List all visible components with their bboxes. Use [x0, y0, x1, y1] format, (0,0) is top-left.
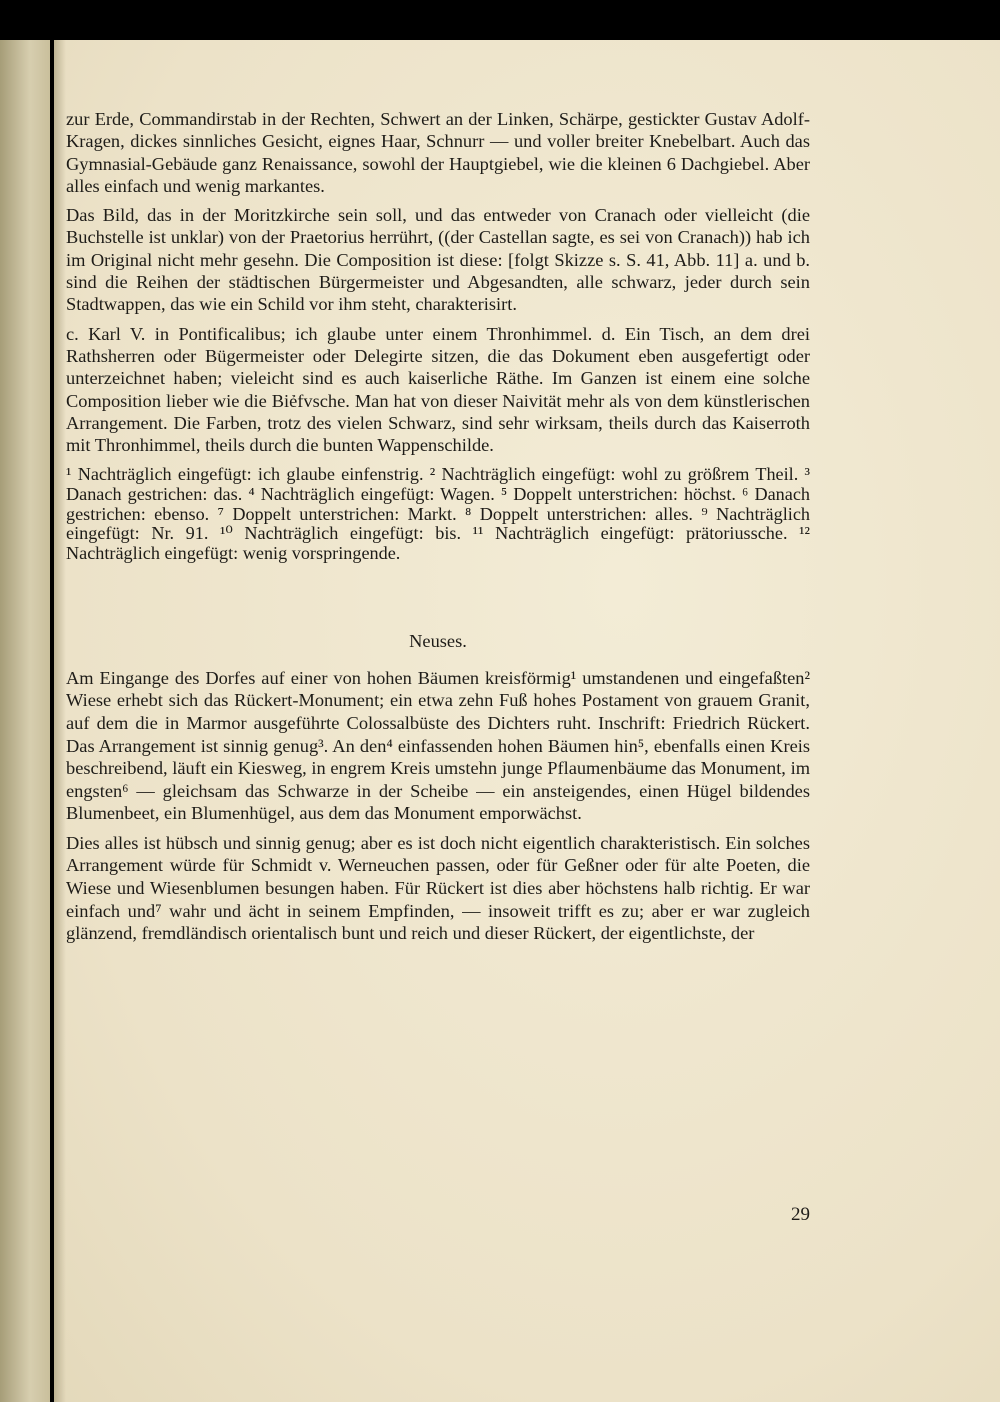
- paragraph: zur Erde, Commandirstab in der Rechten, Schwert an der Linken, Schärpe, gestickter Gustav Adolf-Kragen, dickes sinnliches Gesicht, eignes Haar, Schnurr — und voller breiter Knebelbart. Auch das Gymnasial-Gebäude ganz Renaissance, sowohl der Hauptgiebel, wie die kleinen 6 Dachgiebel. Aber alles einfach und wenig markantes.: [66, 109, 810, 196]
- section-heading: Neuses.: [409, 631, 467, 652]
- paragraph: c. Karl V. in Pontificalibus; ich glaube unter einem Thronhimmel. d. Ein Tisch, an dem drei Rathsherren oder Bügermeister oder Delegirte sitzen, die das Dokument eben ausgefertigt oder unterzeichnet haben; vieleicht sind es auch kaiserliche Räthe. Im Ganzen ist einem eine solche Composition lieber wie die Biẻfvsche. Man hat von dieser Naivität mehr als von dem künstlerischen Arrangement. Die Farben, trotz des vielen Schwarz, sind sehr wirksam, theils durch das Kaiserroth mit Thronhimmel, theils durch die bunten Wappenschilde.: [66, 323, 810, 456]
- page-text-block: [66, 108, 810, 952]
- paragraph: Dies alles ist hübsch und sinnig genug; aber es ist doch nicht eigentlich charakteristisch. Ein solches Arrangement würde für Schmidt v. Werneuchen passen, oder für Geßner oder für alte Poeten, die Wiese und Wiesenblumen besungen haben. Für Rückert ist dies aber höchstens halb richtig. Er war einfach und⁷ wahr und ächt in seinem Empfinden, — insoweit trifft es zu; aber er war zugleich glänzend, fremdländisch orientalisch bunt und reich und dieser Rückert, der eigentlichste, der: [66, 832, 810, 944]
- book-spine-edge: [0, 40, 50, 1402]
- paragraph: Am Eingange des Dorfes auf einer von hohen Bäumen kreisförmig¹ umstandenen und eingefaßten² Wiese erhebt sich das Rückert-Monument; ein etwa zehn Fuß hohes Postament von grauem Granit, auf dem die in Marmor ausgeführte Colossalbüste des Dichters ruht. Inschrift: Friedrich Rückert. Das Arrangement ist sinnig genug³. An den⁴ einfassenden hohen Bäumen hin⁵, ebenfalls einen Kreis beschreibend, läuft ein Kiesweg, in engrem Kreis umstehn junge Pflaumenbäume das Monument, im engsten⁶ — gleichsam das Schwarze in der Scheibe — ein ansteigendes, einen Hügel bildendes Blumenbeet, ein Blumenhügel, aus dem das Monument emporwächst.: [66, 667, 810, 824]
- footnotes: ¹ Nachträglich eingefügt: ich glaube einfenstrig. ² Nachträglich eingefügt: wohl zu größrem Theil. ³ Danach gestrichen: das. ⁴ Nachträglich eingefügt: Wagen. ⁵ Doppelt unterstrichen: höchst. ⁶ Danach gestrichen: ebenso. ⁷ Doppelt unterstrichen: Markt. ⁸ Doppelt unterstrichen: alles. ⁹ Nachträglich eingefügt: Nr. 91. ¹⁰ Nachträglich eingefügt: bis. ¹¹ Nachträglich eingefügt: prätoriussche. ¹² Nachträglich eingefügt: wenig vorspringende.: [66, 464, 810, 563]
- paragraph: Das Bild, das in der Moritzkirche sein soll, und das entweder von Cranach oder vielleicht (die Buchstelle ist unklar) von der Praetorius herrührt, ((der Castellan sagte, es sei von Cranach)) hab ich im Original nicht mehr gesehn. Die Composition ist diese: [folgt Skizze s. S. 41, Abb. 11] a. und b. sind die Reihen der städtischen Bürgermeister und Abgesandten, alle schwarz, jeder durch sein Stadtwappen, das wie ein Schild vor ihm steht, charakterisirt.: [66, 205, 810, 315]
- page-number: 29: [791, 1204, 810, 1225]
- page-gutter-shadow: [54, 40, 66, 1402]
- section-neuses: [66, 667, 810, 945]
